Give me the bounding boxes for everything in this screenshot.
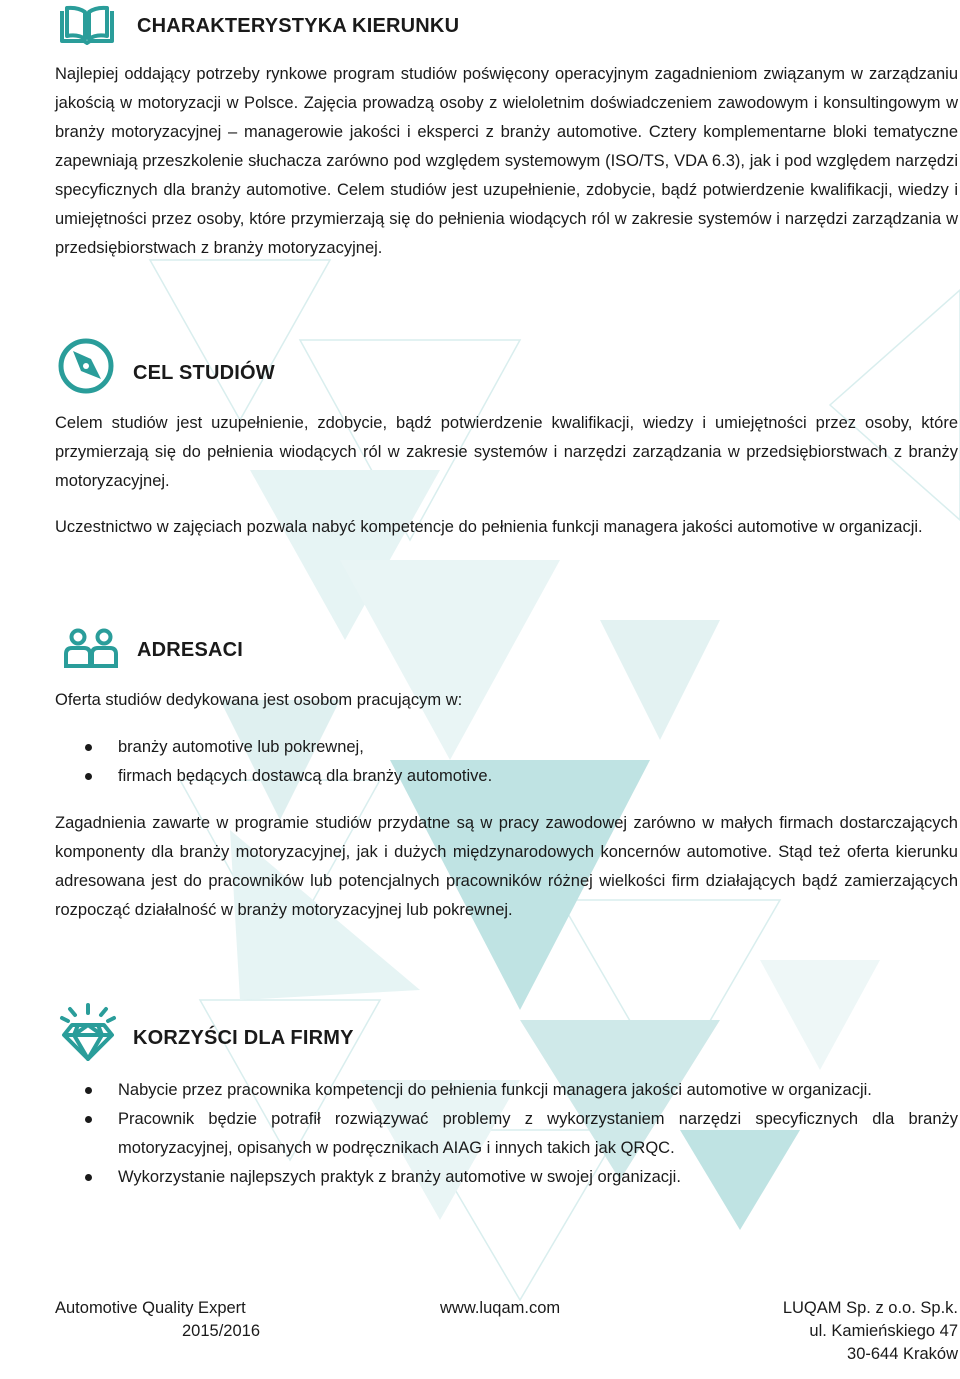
decor-triangle-filled [340, 560, 560, 760]
footer-left [55, 1297, 260, 1343]
footer-website-link[interactable]: www.luqam.com [440, 1299, 561, 1317]
cel-text-1: Celem studiów jest uzupełnienie, zdobycie, bądź potwierdzenie kwalifikacji, wiedzy i umiejętności przez osoby, które przymierzają się do pełnienia wiodących ról w zakresie systemów i narzędzi zarządzania w przedsiębiorstwach z branży motoryzacyjnej. [55, 414, 958, 490]
people-icon [63, 628, 119, 668]
section-title-korzysci: KORZYŚCI DLA FIRMY [133, 1027, 354, 1049]
adresaci-text: Zagadnienia zawarte w programie studiów przydatne są w pracy zawodowej zarówno w małych firmach dostarczających komponenty dla branży motoryzacyjnej, jak i dużych międzynarodowych koncernów automotive. Stąd też oferta kierunku adresowana jest do pracowników lub potencjalnych pracowników różnej wielkości firm działających bądź zamierzających rozpocząć działalność w branży motoryzacyjnej lub pokrewnej. [55, 814, 958, 919]
list-item: branży automotive lub pokrewnej, [55, 733, 958, 762]
footer-street: ul. Kamieńskiego 47 [809, 1322, 958, 1340]
footer-right [783, 1297, 958, 1366]
list-item: Wykorzystanie najlepszych praktyk z branży automotive w swojej organizacji. [55, 1163, 958, 1192]
decor-triangle-filled [760, 960, 880, 1070]
adresaci-list [55, 733, 958, 791]
open-book-icon [58, 5, 116, 45]
footer-year: 2015/2016 [182, 1322, 260, 1340]
charakterystyka-text: Najlepiej oddający potrzeby rynkowe program studiów poświęcony operacyjnym zagadnieniom związanym w zarządzaniu jakością w motoryzacji w Polsce. Zajęcia prowadzą osoby z wieloletnim doświadczeniem zawodowym i konsultingowym w branży motoryzacyjnej – managerowie jakości i eksperci z branży automotive. Cztery komplementarne bloki tematyczne zapewniają przeszkolenie słuchacza zarówno pod względem systemowym (ISO/TS, VDA 6.3), jak i pod względem narzędzi specyficznych dla branży automotive. Celem studiów jest uzupełnienie, zdobycie, bądź potwierdzenie kwalifikacji, wiedzy i umiejętności przez osoby, które przymierzają się do pełnienia wiodących ról w zakresie systemów i narzędzi zarządzania w przedsiębiorstwach z branży motoryzacyjnej. [55, 65, 958, 257]
footer-program-name: Automotive Quality Expert [55, 1299, 246, 1317]
footer-company-name: LUQAM Sp. z o.o. Sp.k. [782, 1299, 958, 1317]
compass-icon [57, 337, 115, 395]
diamond-icon [58, 1003, 118, 1061]
footer-center [440, 1297, 560, 1320]
korzysci-list [55, 1076, 958, 1192]
section-title-charakterystyka: CHARAKTERYSTYKA KIERUNKU [137, 15, 460, 37]
cel-text-2: Uczestnictwo w zajęciach pozwala nabyć kompetencje do pełnienia funkcji managera jakości automotive w organizacji. [55, 518, 923, 536]
decor-triangle-filled [600, 620, 720, 740]
section-title-adresaci: ADRESACI [137, 639, 244, 661]
adresaci-intro: Oferta studiów dedykowana jest osobom pracującym w: [55, 691, 463, 709]
list-item: Nabycie przez pracownika kompetencji do pełnienia funkcji managera jakości automotive w organizacji. [55, 1076, 958, 1105]
list-item: Pracownik będzie potrafił rozwiązywać problemy z wykorzystaniem narzędzi specyficznych dla branży motoryzacyjnej, opisanych w podręcznikach AIAG i innych takich jak QRQC. [55, 1105, 958, 1163]
section-title-cel: CEL STUDIÓW [133, 362, 275, 384]
list-item: firmach będących dostawcą dla branży automotive. [55, 762, 958, 791]
footer-city: 30-644 Kraków [847, 1345, 958, 1363]
